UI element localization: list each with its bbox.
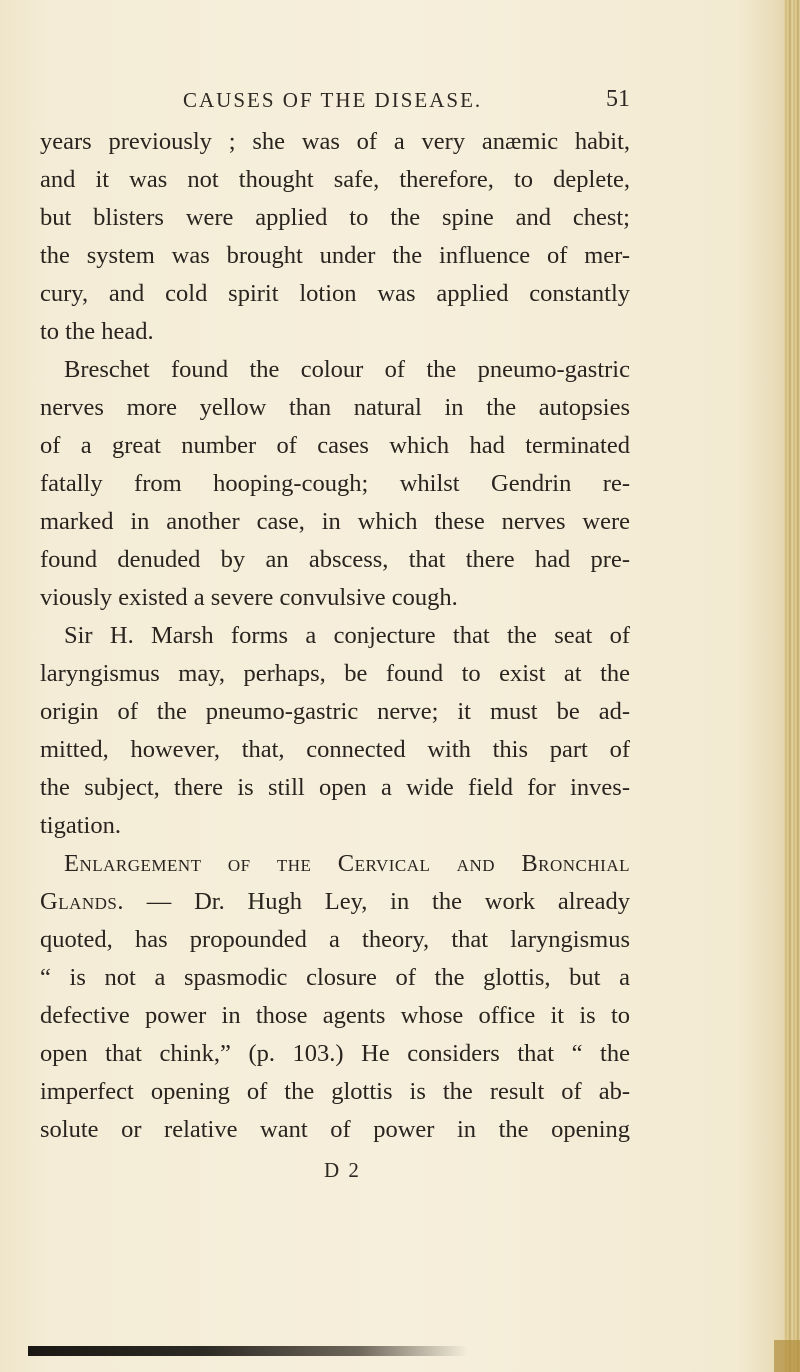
body-text (40, 123, 630, 1149)
text-line: but blisters were applied to the spine and chest; (40, 204, 630, 231)
text-line: “ is not a spasmodic closure of the glottis, but a (40, 964, 630, 991)
text-line: defective power in those agents whose office it is to (40, 1002, 630, 1029)
text-line: the system was brought under the influence of mer- (40, 242, 630, 269)
text-line: years previously ; she was of a very anæmic habit, (40, 128, 630, 155)
text-line: viously existed a severe convulsive cough. (40, 584, 458, 611)
page-edge-stack (784, 0, 800, 1372)
text-line: marked in another case, in which these nerves were (40, 508, 630, 535)
text-line: to the head. (40, 318, 154, 345)
text-line: tigation. (40, 812, 121, 839)
page-corner-shadow (774, 1340, 800, 1372)
text-line: quoted, has propounded a theory, that laryngismus (40, 926, 630, 953)
page-number: 51 (606, 86, 630, 112)
text-line: found denuded by an abscess, that there had pre- (40, 546, 630, 573)
section-heading: Enlargement of the Cervical and Bronchial (64, 850, 630, 877)
text-line: nerves more yellow than natural in the autopsies (40, 394, 630, 421)
running-title: CAUSES OF THE DISEASE. (183, 88, 483, 112)
text-line: imperfect opening of the glottis is the result of ab- (40, 1078, 630, 1105)
page-header (40, 88, 630, 118)
text-line: laryngismus may, perhaps, be found to exist at the (40, 660, 630, 687)
text-line: fatally from hooping-cough; whilst Gendrin re- (40, 470, 630, 497)
text-line: Sir H. Marsh forms a conjecture that the seat of (64, 622, 630, 649)
text-line: mitted, however, that, connected with this part of (40, 736, 630, 763)
text-line (40, 883, 630, 921)
text-line: origin of the pneumo-gastric nerve; it must be ad- (40, 698, 630, 725)
text-line-tail: — Dr. Hugh Ley, in the work already (124, 888, 630, 915)
text-line: and it was not thought safe, therefore, to deplete, (40, 166, 630, 193)
scan-shadow-bar (28, 1346, 468, 1356)
text-line: solute or relative want of power in the opening (40, 1116, 630, 1143)
text-line: of a great number of cases which had terminated (40, 432, 630, 459)
signature-mark: D 2 (324, 1158, 361, 1182)
text-line: open that chink,” (p. 103.) He considers that “ the (40, 1040, 630, 1067)
text-line: cury, and cold spirit lotion was applied constantly (40, 280, 630, 307)
text-line: the subject, there is still open a wide field for inves- (40, 774, 630, 801)
text-line: Breschet found the colour of the pneumo-gastric (64, 356, 630, 383)
section-heading-continuation: Glands. (40, 888, 124, 915)
